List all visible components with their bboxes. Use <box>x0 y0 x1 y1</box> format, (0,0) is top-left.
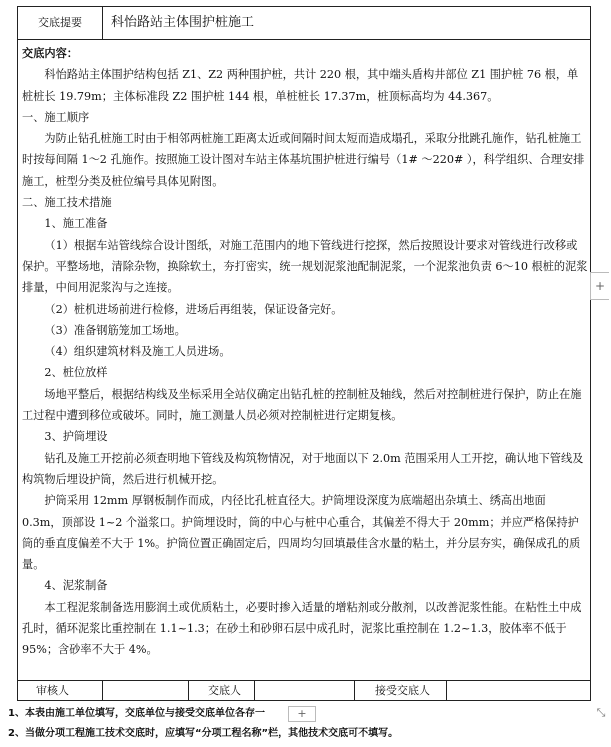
summary-value: 科怡路站主体围护桩施工 <box>111 15 255 30</box>
subsection-4-title: 4、泥浆制备 <box>44 579 108 593</box>
discloser-label: 交底人 <box>208 684 241 697</box>
add-row-button[interactable]: + <box>288 706 316 722</box>
signature-row <box>18 680 590 701</box>
prep-item-1: （1）根据车站管线综合设计图纸，对施工范围内的地下管线进行挖探，然后按照设计要求对管线进行改移或保护。平整场地，清除杂物，换除软土，夯打密实，统一规划泥浆池配制泥浆，一个泥浆池负责 6～10 根桩的泥浆排量，中间用泥浆沟与之连接。 <box>22 238 588 295</box>
casing-text-1: 钻孔及施工开挖前必须查明地下管线及构筑物情况，对于地面以下 2.0m 范围采用人工开挖，确认地下管线及构筑物后埋设护筒，然后进行机械开挖。 <box>22 451 584 486</box>
casing-text-2: 护筒采用 12mm 厚钢板制作而成，内径比孔桩直径大。护筒埋设深度为底端超出杂填土、绣高出地面 0.3m，顶部设 1~2 个溢浆口。护筒埋设时，筒的中心与桩中心重合，其偏差不得大于 20mm；并应严格保持护筒的垂直度偏差不大于 1%。护筒位置正确固定后，四周均匀回填最佳含水量的粘土，并分层夯实，确保成孔的质量。 <box>22 494 581 572</box>
layout-text: 场地平整后，根据结构线及坐标采用全站仪确定出钻孔桩的控制桩及轴线，然后对控制桩进行保护，防止在施工过程中遭到移位或破坏。同时，施工测量人员必须对控制桩进行定期复核。 <box>22 387 582 423</box>
section-2-title: 二、施工技术措施 <box>22 196 112 210</box>
slurry-text: 本工程泥浆制备选用膨润土或优质粘土，必要时掺入适量的增粘剂或分散剂，以改善泥浆性能。在粘性土中成孔时，循环泥浆比重控制在 1.1~1.3；在砂土和砂卵石层中成孔时，泥浆比重控制在 1.2~1.3，胶体率不低于 95%；含砂率不大于 4%。 <box>22 600 582 657</box>
disclosure-form <box>17 6 591 701</box>
add-column-button[interactable]: + <box>590 272 609 300</box>
subsection-2-title: 2、桩位放样 <box>44 366 108 380</box>
subsection-3-title: 3、护筒埋设 <box>44 430 108 444</box>
section-1-text: 为防止钻孔桩施工时由于相邻两桩施工距离太近或间隔时间太短而造成塌孔，采取分批跳孔施作，钻孔桩施工时按每间隔 1～2 孔施作。按照施工设计图对车站主体基坑围护桩进行编号（1# ～220# ），科学组织、合理安排施工，桩型分类及桩位编号具体见附图。 <box>22 132 585 188</box>
intro-paragraph: 科怡路站主体围护结构包括 Z1、Z2 两种围护桩，共计 220 根，其中端头盾构井部位 Z1 围护桩 76 根，单桩桩长 19.79m；主体标准段 Z2 围护桩 144 根，单桩桩长 17.37m，桩顶标高均为 44.367。 <box>22 68 579 103</box>
content-heading: 交底内容： <box>22 47 78 60</box>
resize-handle-icon[interactable]: ⤡ <box>596 706 606 719</box>
form-notes <box>8 704 398 744</box>
prep-item-4: （4）组织建筑材料及施工人员进场。 <box>44 345 231 359</box>
prep-item-2: （2）桩机进场前进行检修，进场后再组装，保证设备完好。 <box>44 302 343 316</box>
disclosure-content <box>22 43 588 673</box>
note-1: 1、本表由施工单位填写，交底单位与接受交底单位各存一 <box>8 708 265 719</box>
receiver-label: 接受交底人 <box>375 684 430 697</box>
prep-item-3: （3）准备钢筋笼加工场地。 <box>44 323 186 337</box>
subsection-1-title: 1、施工准备 <box>44 217 108 231</box>
reviewer-label: 审核人 <box>36 684 69 697</box>
form-header-row <box>18 7 590 40</box>
note-2: 2、当做分项工程施工技术交底时，应填写“分项工程名称”栏，其他技术交底可不填写。 <box>8 728 399 739</box>
section-1-title: 一、施工顺序 <box>22 110 90 124</box>
summary-label: 交底提要 <box>18 7 103 39</box>
